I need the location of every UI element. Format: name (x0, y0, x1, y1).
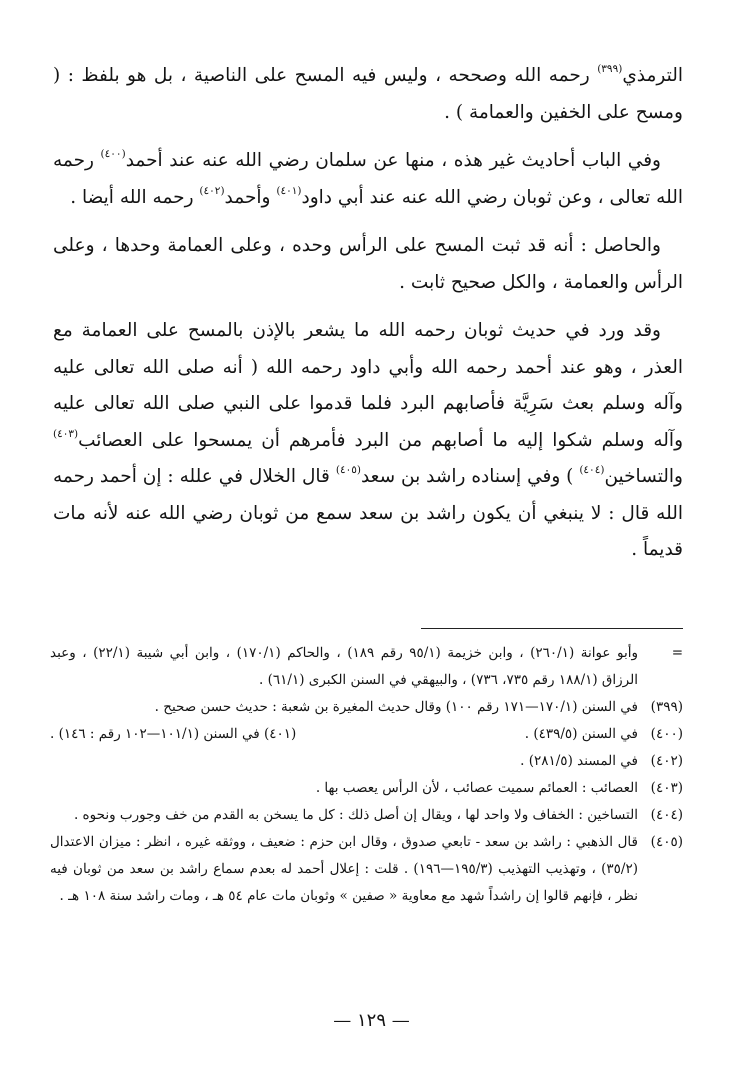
footnote-400-401 (50, 721, 683, 748)
paragraph-conclusion: والحاصل : أنه قد ثبت المسح على الرأس وحده ، وعلى العمامة وحدها ، وعلى الرأس والعمامة ، والكل صحيح ثابت . (53, 235, 683, 293)
footnote-number: (٤٠٤) (650, 807, 683, 823)
text-run: وقد ورد في حديث ثوبان رحمه الله ما يشعر بالإذن بالمسح على العمامة مع العذر ، وهو عند أحمد رحمه الله وأبي داود رحمه الله ( أنه صلى الله تعالى عليه وآله وسلم بعث سَرِيَّة فأصابهم البرد فلما قدموا على النبي صلى الله تعالى عليه وآله وسلم شكوا إليه ما أصابهم من البرد فأمرهم أن يمسحوا على العصائب (53, 320, 683, 451)
footnote-number: (٤٠٠) (650, 726, 683, 742)
footnote-ref-399: (٣٩٩) (597, 63, 623, 75)
footnote-ref-401: (٤٠١) (276, 184, 302, 197)
footnote-ref-404: (٤٠٤) (579, 464, 605, 476)
footnote-text: وأبو عوانة (٢٦٠/١) ، وابن خزيمة (٩٥/١ رقم ١٨٩) ، والحاكم (١٧٠/١) ، وابن أبي شيبة (٢٢/١) ، وعبد الرزاق (١٨٨/١ رقم ٧٣٥، ٧٣٦) ، والبيهقي في السنن الكبرى (٦١/١) . (50, 645, 638, 688)
footnote-text: في السنن (١٧٠/١—١٧١ رقم ١٠٠) وقال حديث المغيرة بن شعبة : حديث حسن صحيح . (154, 699, 638, 715)
text-run: رحمه الله وصححه ، وليس فيه المسح على الناصية ، بل هو بلفظ : ( ومسح على الخفين والعمامة ) . (53, 65, 683, 123)
paragraph-tirmidhi (53, 58, 683, 131)
footnote-ref-402: (٤٠٢) (199, 184, 225, 197)
paragraph-other-hadiths (53, 143, 683, 216)
footnote-continuation (50, 640, 683, 694)
text-run: وفي الباب أحاديث غير هذه ، منها عن سلمان رضي الله عنه عند أحمد (125, 150, 661, 171)
text-run: رحمه الله أيضا . (70, 186, 200, 208)
footnote-divider (421, 628, 683, 629)
footnote-text-400: في السنن (٤٣٩/٥) . (524, 726, 638, 742)
footnote-number: = (671, 645, 683, 661)
footnote-number: (٤٠٥) (650, 834, 683, 850)
text-run: قال الخلال في علله : إن أحمد رحمه الله قال : لا ينبغي أن يكون راشد بن سعد سمع من ثوبان رضي الله عنه لأنه مات قديماً . (53, 466, 683, 560)
footnote-404 (50, 802, 683, 829)
footnote-399 (50, 694, 683, 721)
footnote-ref-403: (٤٠٣) (53, 427, 79, 440)
footnote-ref-405: (٤٠٥) (335, 464, 361, 476)
footnote-402 (50, 748, 683, 775)
footnote-row (50, 721, 638, 748)
footnote-text: العصائب : العمائم سميت عصائب ، لأن الرأس يعصب بها . (315, 780, 638, 796)
footnote-text: قال الذهبي : راشد بن سعد - تابعي صدوق ، وقال ابن حزم : ضعيف ، ووثقه غيره ، انظر : ميزان الاعتدال (٣٥/٢) ، وتهذيب التهذيب (١٩٥/٣—١٩٦) . قلت : إعلال أحمد له بعدم سماع راشد بن سعد من ثوبان فيه نظر ، فإنهم قالوا إن راشداً شهد مع معاوية « صفين » وثوبان مات عام ٥٤ هـ ، ومات راشد سنة ١٠٨ هـ . (50, 834, 638, 904)
main-text (53, 58, 683, 569)
footnote-number: (٤٠٢) (650, 753, 683, 769)
footnote-text-401: (٤٠١) في السنن (١٠١/١—١٠٢ رقم : ١٤٦) . (50, 726, 297, 742)
footnote-text: التساخين : الخفاف ولا واحد لها ، ويقال إن أصل ذلك : كل ما يسخن به القدم من خف وجورب ونحوه . (73, 807, 638, 823)
footnote-403 (50, 775, 683, 802)
paragraph-thawban-hadith (53, 313, 683, 569)
footnote-text: في المسند (٢٨١/٥) . (520, 753, 638, 769)
footnote-number: (٤٠٣) (650, 780, 683, 796)
text-run: والتساخين (604, 466, 683, 487)
text-run: وأحمد (224, 186, 277, 208)
footnote-number: (٣٩٩) (650, 699, 683, 715)
text-run: ) وفي إسناده راشد بن سعد (360, 466, 580, 487)
footnote-405 (50, 829, 683, 910)
footnotes-section (50, 640, 683, 910)
footnote-ref-400: (٤٠٠) (100, 148, 126, 160)
text-run: رحمه الله تعالى ، وعن ثوبان رضي الله عنه عند أبي داود (53, 150, 683, 208)
page-number: — ١٢٩ — (333, 1010, 410, 1031)
text-run: الترمذي (622, 65, 683, 86)
